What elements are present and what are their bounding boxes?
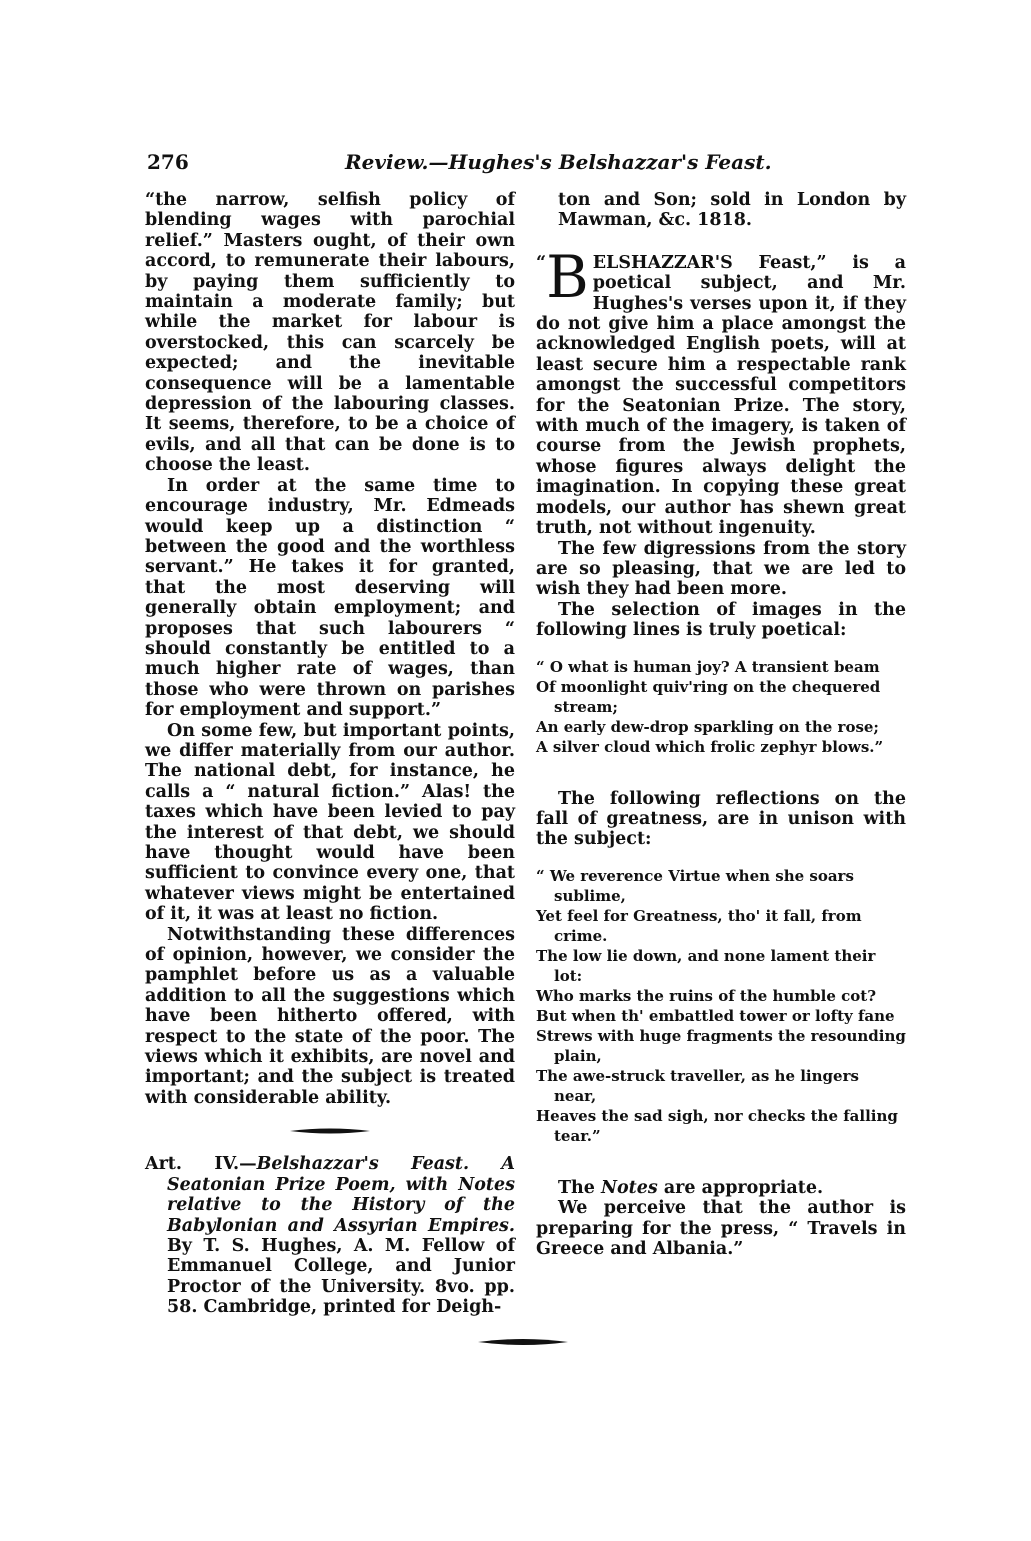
emphasis: Notes	[600, 1177, 658, 1198]
verse-line: Heaves the sad sigh, nor checks the falling tear.”	[536, 1106, 898, 1145]
verse-line: Yet feel for Greatness, tho' it fall, from crime.	[536, 906, 862, 945]
verse-line: The low lie down, and none lament their lot:	[536, 946, 876, 985]
paragraph: The few digressions from the story are so pleasing, that we are led to wish they had been more.	[536, 538, 906, 600]
paragraph-text: ELSHAZZAR'S Feast,” is a poetical subject, and Mr. Hughes's verses upon it, if they do not give him a place amongst the acknowledged English poets, will at least secure him a respectable rank amongst the successful competitors for the Seatonian Prize. The story, with much of the imagery, is taken of course from the Jewish prophets, whose figures always delight the imagination. In copying these great models, our author has shewn great truth, not without ingenuity.	[536, 252, 906, 539]
text-run: are appropriate.	[657, 1177, 824, 1198]
paragraph: Notwithstanding these differences of opinion, however, we consider the pamphlet before us as a valuable addition to all the suggestions which have been hitherto offered, with respect to the state of the poor. The views which it exhibits, are novel and important; and the subject is treated with considerable ability.	[145, 924, 515, 1108]
paragraph	[536, 242, 906, 539]
verse-line: “ We reverence Virtue when she soars sublime,	[536, 866, 854, 905]
paragraph: On some few, but important points, we differ materially from our author. The national debt, for instance, he calls a “ natural fiction.” Alas! the taxes which have been levied to pay the interest of that debt, we should have thought would have been sufficient to convince every one, that whatever views might be entertained of it, it was at least no fiction.	[145, 720, 515, 925]
verse-line: But when th' embattled tower or lofty fane	[536, 1006, 895, 1025]
verse-line: The awe-struck traveller, as he lingers near,	[536, 1066, 859, 1105]
verse-line: An early dew-drop sparkling on the rose;	[536, 717, 879, 736]
closing-rule	[478, 1336, 568, 1348]
paragraph: The following reflections on the fall of greatness, are in unison with the subject:	[536, 788, 906, 850]
page-number: 276	[147, 150, 189, 174]
running-head	[147, 150, 897, 178]
open-quote: “	[536, 252, 547, 273]
verse-line: Of moonlight quiv'ring on the chequered stream;	[536, 677, 881, 716]
verse-line: A silver cloud which frolic zephyr blows.”	[536, 737, 884, 756]
article-label: Art. IV.—	[145, 1154, 257, 1175]
verse-line: “ O what is human joy? A transient beam	[536, 657, 880, 676]
verse-quotation	[536, 657, 906, 757]
article-heading	[145, 1154, 515, 1317]
section-divider-rule	[290, 1126, 370, 1136]
article-details: By T. S. Hughes, A. M. Fellow of Emmanuel College, and Junior Proctor of the University. 8vo. pp. 58. Cambridge, printed for Deigh-	[167, 1235, 515, 1318]
article-title: Belshazzar's Feast. A Seatonian Prize Poem, with Notes relative to the History of the Babylonian and Assyrian Empires.	[167, 1154, 515, 1236]
paragraph: We perceive that the author is preparing for the press, “ Travels in Greece and Albania.”	[536, 1198, 906, 1259]
left-column	[145, 190, 515, 1318]
paragraph: The selection of images in the following lines is truly poetical:	[536, 599, 906, 641]
verse-line: Strews with huge fragments the resounding plain,	[536, 1026, 906, 1065]
drop-cap: B	[546, 242, 589, 311]
verse-line: Who marks the ruins of the humble cot?	[536, 986, 876, 1005]
paragraph	[536, 1178, 906, 1198]
paragraph: In order at the same time to encourage industry, Mr. Edmeads would keep up a distinction “ between the good and the worthless servant.” He takes it for granted, that the most deserving will generally obtain employment; and proposes that such labourers “ should constantly be entitled to a much higher rate of wages, than those who were thrown on parishes for employment and support.”	[145, 475, 515, 721]
right-column	[536, 190, 906, 1259]
article-heading-continued: ton and Son; sold in London by Mawman, &c. 1818.	[558, 190, 906, 231]
running-title: Review.—Hughes's Belshazzar's Feast.	[345, 150, 772, 174]
verse-quotation	[536, 866, 906, 1146]
paragraph: “the narrow, selfish policy of blending wages with parochial relief.” Masters ought, of their own accord, to remunerate their labours, by paying them sufficiently to maintain a moderate family; but while the market for labour is overstocked, this can scarcely be expected; and the inevitable consequence will be a lamentable depression of the labouring classes. It seems, therefore, to be a choice of evils, and all that can be done is to choose the least.	[145, 190, 515, 476]
text-run: The	[558, 1177, 601, 1198]
